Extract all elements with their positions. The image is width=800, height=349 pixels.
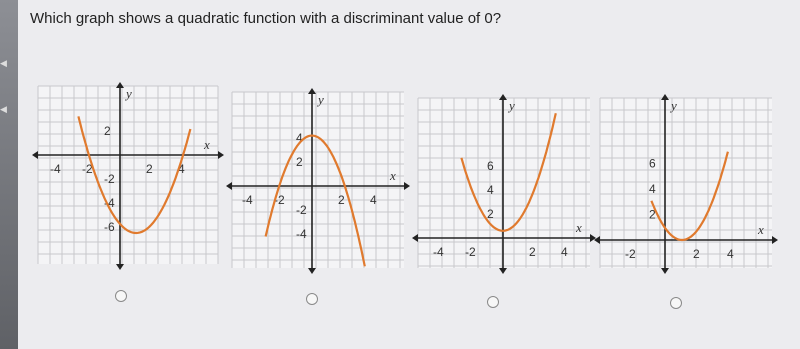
y-axis-arrow-icon — [116, 82, 124, 88]
y-axis-label: y — [509, 98, 515, 113]
x-tick-label: 2 — [693, 247, 700, 261]
x-axis-arrow-icon — [412, 234, 418, 242]
x-tick-label: -2 — [274, 193, 285, 207]
y-tick-label: 4 — [296, 131, 303, 145]
y-tick-label: 6 — [649, 156, 656, 171]
rail-arrow-icon[interactable]: ◀ — [0, 104, 7, 114]
x-axis-label: x — [390, 168, 396, 183]
x-tick-label: 4 — [727, 247, 734, 261]
x-axis-label: x — [576, 220, 582, 235]
y-axis-label: y — [126, 86, 132, 101]
x-tick-label: -2 — [625, 247, 636, 261]
x-tick-label: 4 — [561, 245, 568, 259]
x-axis-label: x — [758, 222, 764, 237]
x-axis-arrow-icon — [772, 236, 778, 244]
y-tick-label: -6 — [104, 220, 115, 234]
y-tick-label: 4 — [487, 183, 494, 197]
y-tick-label: 4 — [649, 182, 656, 196]
y-axis-arrow-icon — [308, 268, 316, 274]
y-tick-label: 2 — [649, 207, 656, 222]
y-axis-arrow-icon — [499, 268, 507, 274]
graph-background — [232, 92, 404, 268]
y-tick-label: 2 — [104, 124, 111, 138]
x-tick-label: -2 — [465, 245, 476, 259]
y-tick-label: -4 — [296, 227, 307, 241]
y-tick-label: 2 — [487, 207, 494, 221]
y-axis-arrow-icon — [661, 94, 669, 100]
x-tick-label: -2 — [82, 162, 93, 176]
y-axis-arrow-icon — [661, 268, 669, 274]
x-tick-label: -4 — [50, 162, 61, 176]
x-axis-arrow-icon — [404, 182, 410, 190]
y-axis-label: y — [318, 92, 324, 107]
y-axis-arrow-icon — [499, 94, 507, 100]
x-axis-label: x — [204, 137, 210, 152]
graph-1 — [32, 82, 224, 270]
question-text: Which graph shows a quadratic function with a discriminant value of 0? — [30, 10, 502, 27]
x-axis-arrow-icon — [590, 234, 596, 242]
x-tick-label: -4 — [242, 193, 253, 207]
graph-background — [38, 86, 218, 264]
answer-option-4-radio[interactable] — [670, 297, 682, 309]
x-axis-arrow-icon — [218, 151, 224, 159]
y-tick-label: -2 — [296, 203, 307, 217]
rail-arrow-icon[interactable]: ◀ — [0, 58, 7, 68]
y-tick-label: 6 — [487, 159, 494, 173]
x-tick-label: 4 — [178, 162, 185, 176]
x-axis-arrow-icon — [594, 236, 600, 244]
x-tick-label: 2 — [338, 193, 345, 207]
graph-3 — [412, 94, 596, 274]
x-axis-arrow-icon — [226, 182, 232, 190]
answer-option-2-radio[interactable] — [306, 293, 318, 305]
x-axis-arrow-icon — [32, 151, 38, 159]
y-axis-arrow-icon — [116, 264, 124, 270]
answer-option-1-radio[interactable] — [115, 290, 127, 302]
x-tick-label: 2 — [529, 245, 536, 259]
x-tick-label: 2 — [146, 162, 153, 176]
y-tick-label: -2 — [104, 172, 115, 186]
y-axis-label: y — [671, 98, 677, 113]
answer-option-3-radio[interactable] — [487, 296, 499, 308]
y-axis-arrow-icon — [308, 88, 316, 94]
y-tick-label: -4 — [104, 196, 115, 210]
x-tick-label: -4 — [433, 245, 444, 259]
graph-4 — [594, 94, 778, 274]
graph-2 — [226, 88, 410, 274]
x-tick-label: 4 — [370, 193, 377, 207]
y-tick-label: 2 — [296, 155, 303, 169]
